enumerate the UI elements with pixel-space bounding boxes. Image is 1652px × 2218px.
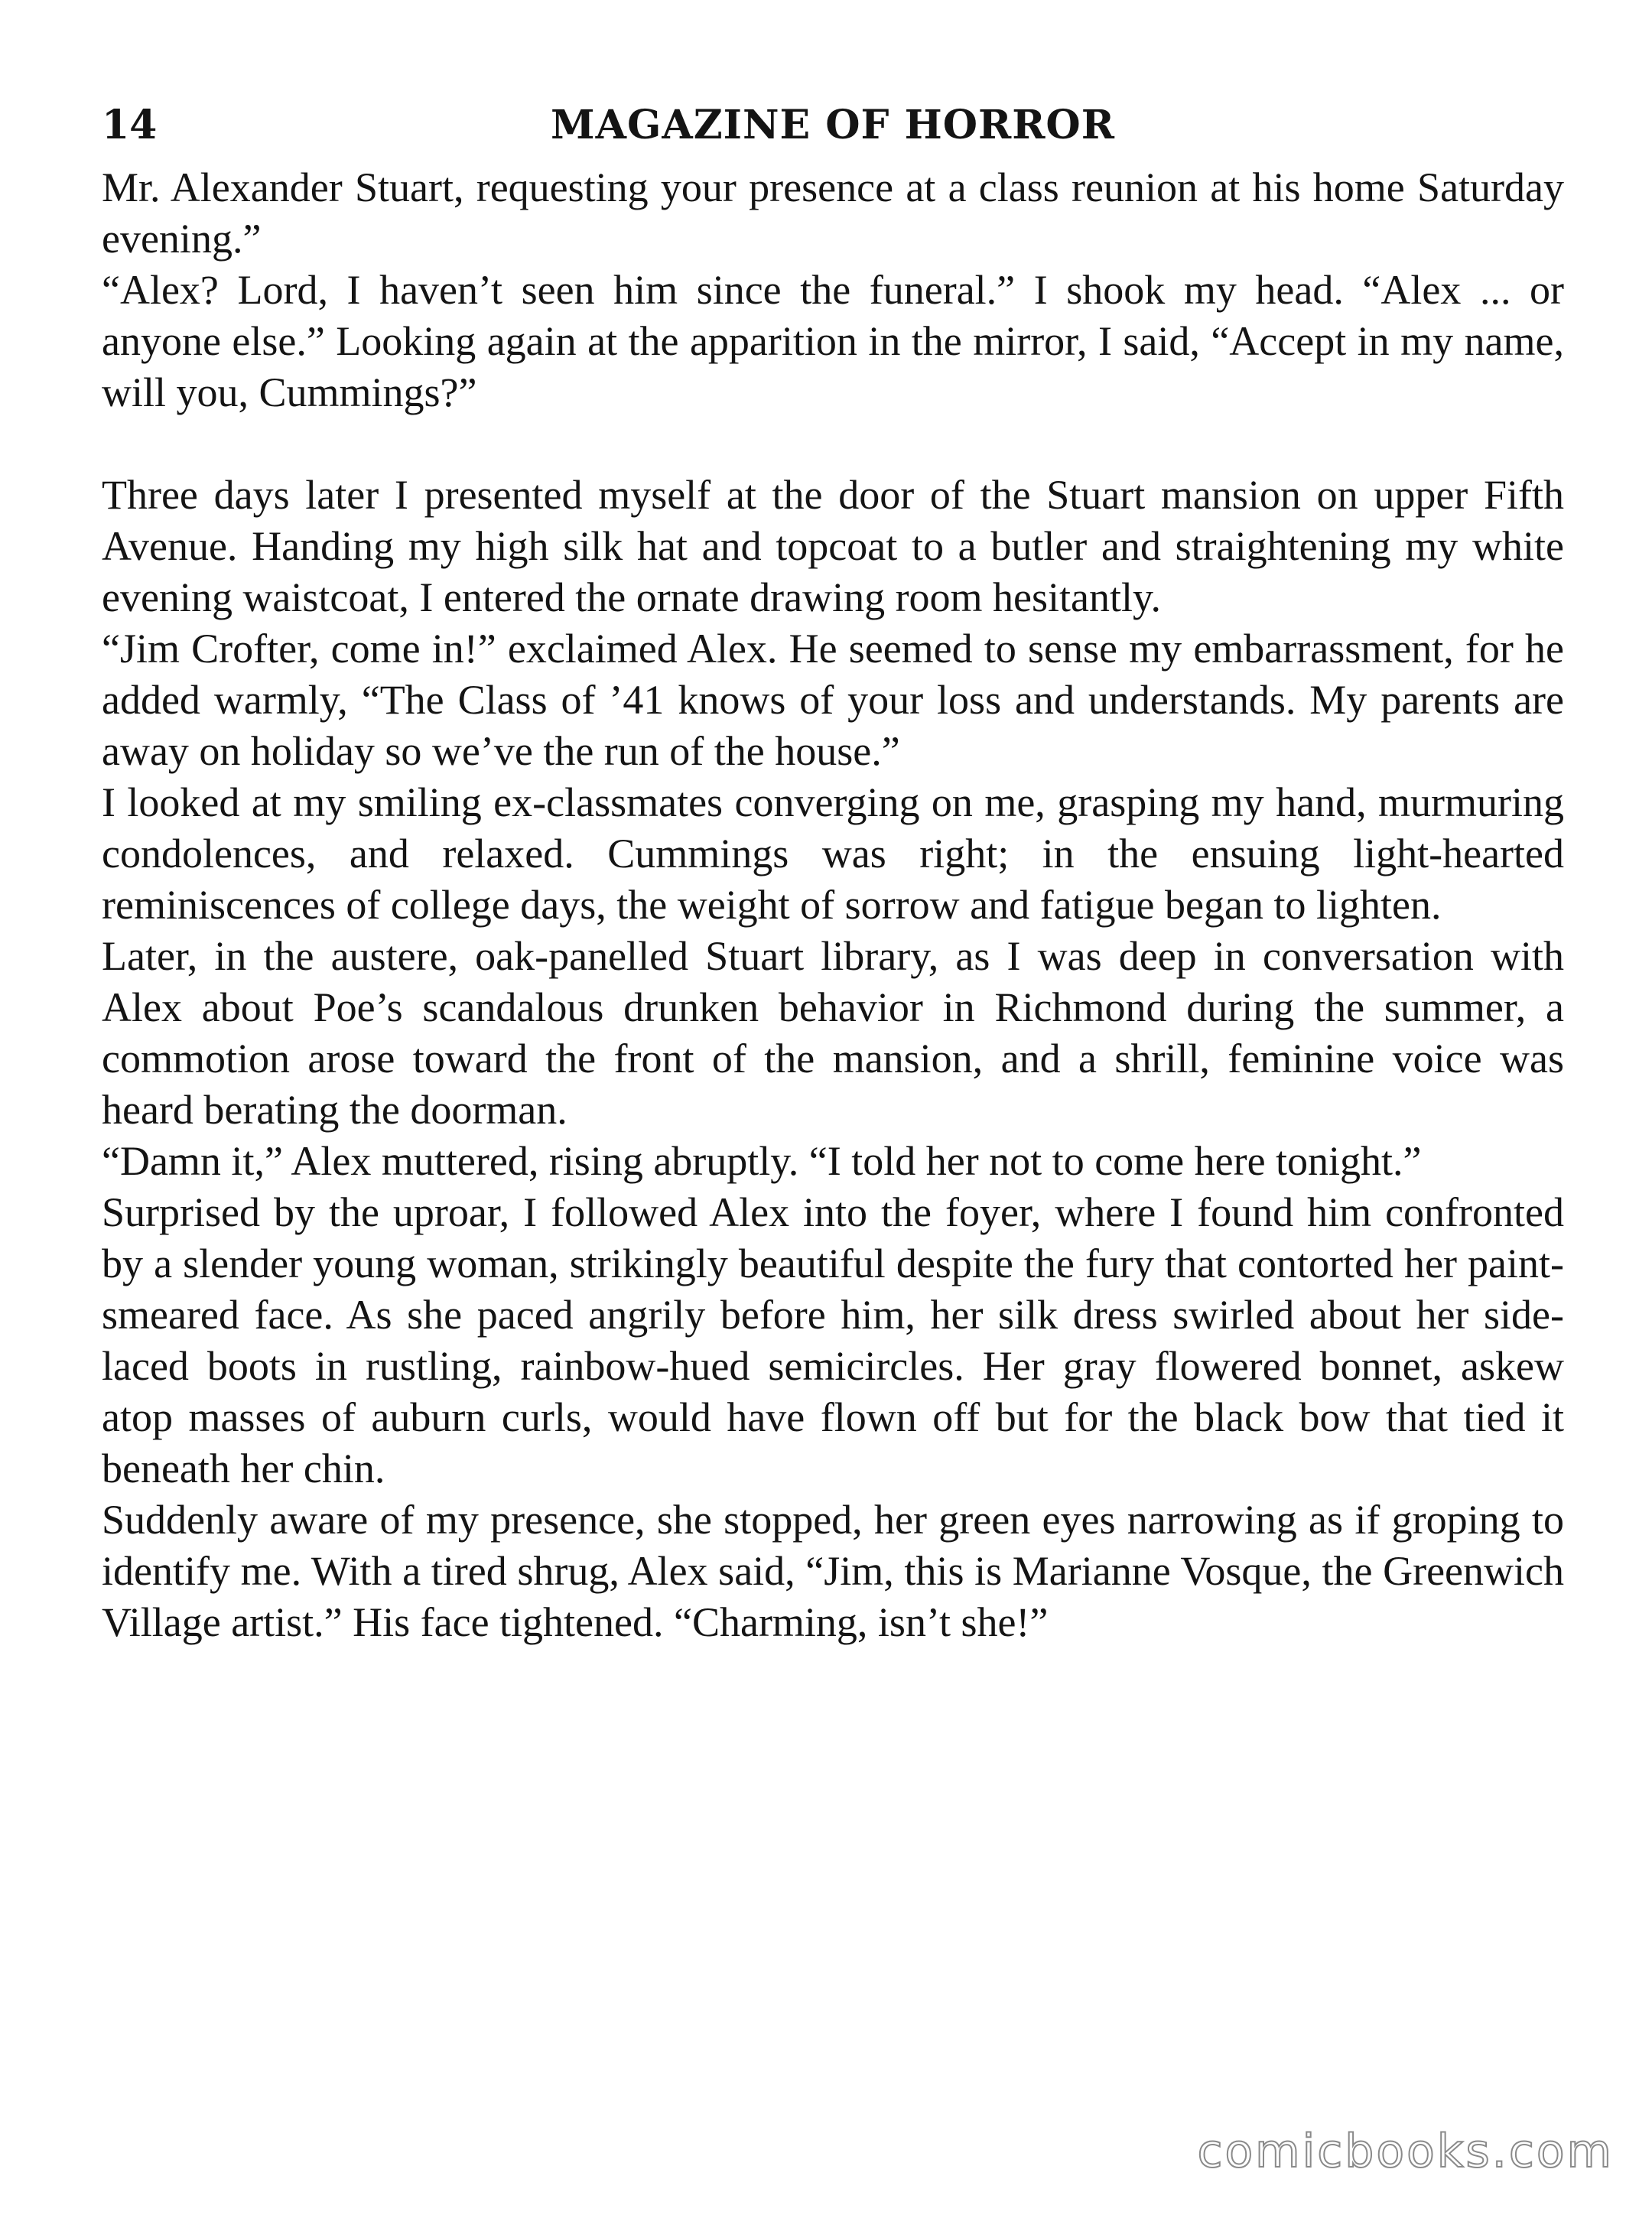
document-page	[102, 92, 1564, 2119]
body-text	[102, 162, 1564, 1648]
paragraph: Three days later I presented myself at the door of the Stuart mansion on upper Fifth Avenue. Handing my high silk hat and topcoat to a butler and straightening my white evening waistcoat, I entered the ornate drawing room hesitantly.	[102, 472, 1564, 620]
paragraph: “Jim Crofter, come in!” exclaimed Alex. He seemed to sense my embarrassment, for he added warmly, “The Class of ’41 knows of your loss and understands. My parents are away on holiday so we’ve the run of the house.”	[102, 626, 1564, 774]
watermark-logo: comicbooks.com	[1197, 2125, 1614, 2178]
paragraph: I looked at my smiling ex-classmates converging on me, grasping my hand, murmuring condolences, and relaxed. Cummings was right; in the ensuing light-hearted reminiscences of college days, the weight of sorrow and fatigue began to lighten.	[102, 779, 1564, 928]
paragraph: Mr. Alexander Stuart, requesting your presence at a class reunion at his home Saturday evening.”	[102, 164, 1564, 262]
running-head: MAGAZINE OF HORROR	[551, 102, 1115, 148]
paragraph: Surprised by the uproar, I followed Alex into the foyer, where I found him confronted by a slender young woman, strikingly beautiful despite the fury that contorted her paint-smeared face. As she paced angrily before him, her silk dress swirled about her side-laced boots in rustling, rainbow-hued semicircles. Her gray flowered bonnet, askew atop masses of auburn curls, would have flown off but for the black bow that tied it beneath her chin.	[102, 1189, 1564, 1491]
paragraph: Later, in the austere, oak-panelled Stuart library, as I was deep in conversation with Alex about Poe’s scandalous drunken behavior in Richmond during the summer, a commotion arose toward the front of the mansion, and a shrill, feminine voice was heard berating the doorman.	[102, 933, 1564, 1133]
paragraph: “Alex? Lord, I haven’t seen him since the funeral.” I shook my head. “Alex ... or anyone else.” Looking again at the apparition in the mirror, I said, “Accept in my name, will you, Cummings?”	[102, 267, 1564, 415]
paragraph: Suddenly aware of my presence, she stopped, her green eyes narrowing as if groping to identify me. With a tired shrug, Alex said, “Jim, this is Marianne Vosque, the Greenwich Village artist.” His face tightened. “Charming, isn’t she!”	[102, 1497, 1564, 1645]
page-number: 14	[102, 102, 158, 148]
page-header	[102, 92, 1564, 159]
paragraph: “Damn it,” Alex muttered, rising abruptly. “I told her not to come here tonight.”	[102, 1138, 1422, 1184]
